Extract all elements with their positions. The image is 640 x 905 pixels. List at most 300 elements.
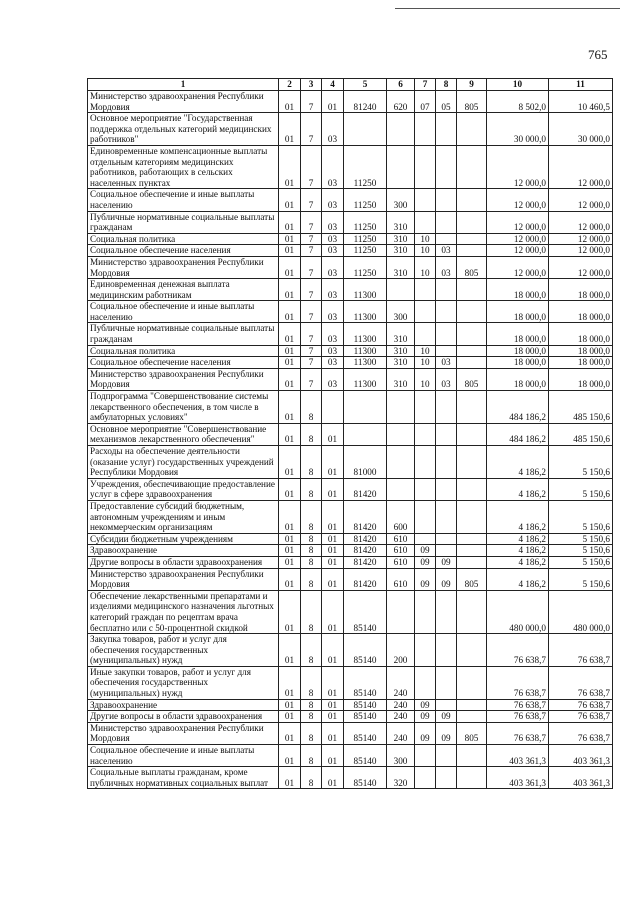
col-4: 01 <box>322 423 344 445</box>
row-name: Публичные нормативные социальные выплаты гражданам <box>88 211 279 233</box>
col-8: 03 <box>436 256 457 278</box>
col-4: 01 <box>322 568 344 590</box>
col-5: 11250 <box>344 145 387 188</box>
col-6: 310 <box>387 357 415 369</box>
col-11-amount: 18 000,0 <box>549 301 613 323</box>
col-7: 10 <box>415 233 436 245</box>
col-5: 85140 <box>344 634 387 667</box>
col-4: 01 <box>322 478 344 500</box>
col-4: 01 <box>322 533 344 545</box>
table-row <box>88 423 613 445</box>
col-9 <box>457 245 487 257</box>
col-6: 310 <box>387 211 415 233</box>
col-7: 09 <box>415 568 436 590</box>
col-3: 7 <box>301 245 322 257</box>
col-8 <box>436 666 457 699</box>
col-2: 01 <box>279 145 301 188</box>
col-4: 03 <box>322 345 344 357</box>
col-7: 09 <box>415 711 436 723</box>
col-4: 03 <box>322 113 344 146</box>
col-11-amount: 403 361,3 <box>549 745 613 767</box>
col-3: 8 <box>301 634 322 667</box>
col-9 <box>457 357 487 369</box>
header-cell: 2 <box>279 79 301 91</box>
col-7 <box>415 323 436 345</box>
col-10-amount: 8 502,0 <box>487 91 549 113</box>
table-row <box>88 113 613 146</box>
col-5: 11250 <box>344 211 387 233</box>
col-3: 7 <box>301 345 322 357</box>
col-8: 09 <box>436 568 457 590</box>
col-4: 01 <box>322 711 344 723</box>
col-2: 01 <box>279 590 301 633</box>
header-cell: 8 <box>436 79 457 91</box>
col-2: 01 <box>279 323 301 345</box>
table-row <box>88 446 613 479</box>
col-10-amount: 18 000,0 <box>487 279 549 301</box>
col-11-amount: 5 150,6 <box>549 545 613 557</box>
row-name: Расходы на обеспечение деятельности (оказание услуг) государственных учреждений Республики Мордовия <box>88 446 279 479</box>
table-row <box>88 233 613 245</box>
header-cell: 10 <box>487 79 549 91</box>
col-6 <box>387 145 415 188</box>
row-name: Предоставление субсидий бюджетным, автономным учреждениям и иным некоммерческим организациям <box>88 500 279 533</box>
col-3: 7 <box>301 323 322 345</box>
col-5: 85140 <box>344 699 387 711</box>
col-10-amount: 12 000,0 <box>487 256 549 278</box>
col-11-amount: 480 000,0 <box>549 590 613 633</box>
col-8 <box>436 189 457 211</box>
col-2: 01 <box>279 256 301 278</box>
col-8: 03 <box>436 357 457 369</box>
row-name: Субсидии бюджетным учреждениям <box>88 533 279 545</box>
col-6 <box>387 590 415 633</box>
header-cell: 1 <box>88 79 279 91</box>
row-name: Социальное обеспечение населения <box>88 357 279 369</box>
col-4: 03 <box>322 256 344 278</box>
col-7: 10 <box>415 357 436 369</box>
table-body <box>88 79 613 789</box>
col-10-amount: 18 000,0 <box>487 368 549 390</box>
col-5: 85140 <box>344 767 387 789</box>
col-9 <box>457 545 487 557</box>
col-6: 610 <box>387 556 415 568</box>
col-6 <box>387 391 415 424</box>
table-row <box>88 568 613 590</box>
col-9 <box>457 699 487 711</box>
col-5: 11250 <box>344 245 387 257</box>
col-11-amount: 76 638,7 <box>549 711 613 723</box>
col-11-amount: 5 150,6 <box>549 478 613 500</box>
col-4: 01 <box>322 545 344 557</box>
col-10-amount: 4 186,2 <box>487 533 549 545</box>
col-8 <box>436 279 457 301</box>
col-9 <box>457 345 487 357</box>
col-11-amount: 5 150,6 <box>549 568 613 590</box>
table-row <box>88 189 613 211</box>
table-row <box>88 279 613 301</box>
row-name: Единовременная денежная выплата медицинским работникам <box>88 279 279 301</box>
col-4: 01 <box>322 699 344 711</box>
col-5: 81420 <box>344 556 387 568</box>
col-6: 310 <box>387 323 415 345</box>
col-5: 85140 <box>344 745 387 767</box>
col-2: 01 <box>279 345 301 357</box>
col-3: 8 <box>301 699 322 711</box>
col-4: 01 <box>322 666 344 699</box>
col-5 <box>344 423 387 445</box>
col-3: 7 <box>301 301 322 323</box>
header-cell: 7 <box>415 79 436 91</box>
col-3: 8 <box>301 423 322 445</box>
col-9 <box>457 711 487 723</box>
col-11-amount: 18 000,0 <box>549 279 613 301</box>
col-7 <box>415 634 436 667</box>
col-3: 8 <box>301 391 322 424</box>
col-8 <box>436 323 457 345</box>
col-3: 7 <box>301 91 322 113</box>
row-name: Социальное обеспечение и иные выплаты населению <box>88 745 279 767</box>
col-7 <box>415 478 436 500</box>
table-row <box>88 301 613 323</box>
col-3: 8 <box>301 568 322 590</box>
col-5: 81420 <box>344 500 387 533</box>
col-7 <box>415 301 436 323</box>
col-11-amount: 76 638,7 <box>549 634 613 667</box>
col-5 <box>344 113 387 146</box>
col-2: 01 <box>279 301 301 323</box>
row-name: Социальная политика <box>88 345 279 357</box>
col-9 <box>457 446 487 479</box>
col-8 <box>436 301 457 323</box>
col-6 <box>387 446 415 479</box>
header-cell: 11 <box>549 79 613 91</box>
col-5: 85140 <box>344 722 387 744</box>
col-6: 600 <box>387 500 415 533</box>
col-6: 310 <box>387 233 415 245</box>
col-10-amount: 4 186,2 <box>487 500 549 533</box>
page-number: 765 <box>588 47 608 62</box>
col-11-amount: 485 150,6 <box>549 391 613 424</box>
col-8: 03 <box>436 245 457 257</box>
col-9 <box>457 556 487 568</box>
col-11-amount: 12 000,0 <box>549 233 613 245</box>
col-6: 240 <box>387 711 415 723</box>
col-10-amount: 484 186,2 <box>487 391 549 424</box>
col-2: 01 <box>279 245 301 257</box>
col-7: 07 <box>415 91 436 113</box>
col-11-amount: 30 000,0 <box>549 113 613 146</box>
col-3: 7 <box>301 145 322 188</box>
col-4: 01 <box>322 446 344 479</box>
col-10-amount: 403 361,3 <box>487 745 549 767</box>
row-name: Другие вопросы в области здравоохранения <box>88 711 279 723</box>
col-7: 09 <box>415 699 436 711</box>
col-5: 85140 <box>344 666 387 699</box>
col-10-amount: 18 000,0 <box>487 301 549 323</box>
col-3: 8 <box>301 500 322 533</box>
col-10-amount: 12 000,0 <box>487 189 549 211</box>
row-name: Социальное обеспечение населения <box>88 245 279 257</box>
col-3: 8 <box>301 556 322 568</box>
row-name: Здравоохранение <box>88 699 279 711</box>
table-row <box>88 323 613 345</box>
col-5: 11300 <box>344 323 387 345</box>
table-row <box>88 357 613 369</box>
col-6: 310 <box>387 256 415 278</box>
col-10-amount: 484 186,2 <box>487 423 549 445</box>
col-5: 85140 <box>344 590 387 633</box>
col-9 <box>457 767 487 789</box>
row-name: Социальное обеспечение и иные выплаты населению <box>88 189 279 211</box>
col-6: 300 <box>387 189 415 211</box>
col-9 <box>457 745 487 767</box>
col-8 <box>436 145 457 188</box>
col-5: 11300 <box>344 301 387 323</box>
col-7: 10 <box>415 345 436 357</box>
col-5: 11250 <box>344 256 387 278</box>
col-3: 8 <box>301 745 322 767</box>
col-7 <box>415 500 436 533</box>
col-8 <box>436 545 457 557</box>
top-rule <box>395 8 620 9</box>
row-name: Социальные выплаты гражданам, кроме публичных нормативных социальных выплат <box>88 767 279 789</box>
row-name: Иные закупки товаров, работ и услуг для обеспечения государственных (муниципальных) нужд <box>88 666 279 699</box>
col-10-amount: 403 361,3 <box>487 767 549 789</box>
row-name: Подпрограмма "Совершенствование системы лекарственного обеспечения, в том числе в амбулаторных условиях" <box>88 391 279 424</box>
col-5: 11250 <box>344 189 387 211</box>
col-2: 01 <box>279 368 301 390</box>
col-11-amount: 403 361,3 <box>549 767 613 789</box>
col-3: 8 <box>301 590 322 633</box>
table-row <box>88 245 613 257</box>
col-6: 200 <box>387 634 415 667</box>
col-4: 01 <box>322 556 344 568</box>
table-row <box>88 478 613 500</box>
col-8 <box>436 699 457 711</box>
col-2: 01 <box>279 91 301 113</box>
col-8 <box>436 745 457 767</box>
col-7 <box>415 211 436 233</box>
col-6: 320 <box>387 767 415 789</box>
col-2: 01 <box>279 545 301 557</box>
col-5: 85140 <box>344 711 387 723</box>
col-4: 03 <box>322 323 344 345</box>
table-row <box>88 767 613 789</box>
col-4: 03 <box>322 279 344 301</box>
col-9 <box>457 590 487 633</box>
col-10-amount: 76 638,7 <box>487 666 549 699</box>
table-row <box>88 699 613 711</box>
row-name: Министерство здравоохранения Республики Мордовия <box>88 722 279 744</box>
col-8: 09 <box>436 556 457 568</box>
col-6: 240 <box>387 699 415 711</box>
header-cell: 6 <box>387 79 415 91</box>
col-3: 7 <box>301 368 322 390</box>
header-cell: 9 <box>457 79 487 91</box>
col-5: 81240 <box>344 91 387 113</box>
row-name: Основное мероприятие "Совершенствование механизмов лекарственного обеспечения" <box>88 423 279 445</box>
table-row <box>88 145 613 188</box>
col-2: 01 <box>279 556 301 568</box>
col-4: 01 <box>322 634 344 667</box>
table-row <box>88 722 613 744</box>
col-9: 805 <box>457 368 487 390</box>
col-10-amount: 4 186,2 <box>487 568 549 590</box>
col-6: 240 <box>387 666 415 699</box>
col-11-amount: 5 150,6 <box>549 533 613 545</box>
col-2: 01 <box>279 745 301 767</box>
col-8: 09 <box>436 722 457 744</box>
col-3: 8 <box>301 722 322 744</box>
row-name: Обеспечение лекарственными препаратами и изделиями медицинского назначения льготных категорий граждан по рецептам врача бесплатно или с 50-процентной скидкой <box>88 590 279 633</box>
col-10-amount: 18 000,0 <box>487 357 549 369</box>
col-8 <box>436 345 457 357</box>
col-4: 01 <box>322 767 344 789</box>
header-cell: 3 <box>301 79 322 91</box>
col-9 <box>457 533 487 545</box>
col-9 <box>457 233 487 245</box>
col-10-amount: 12 000,0 <box>487 145 549 188</box>
col-10-amount: 4 186,2 <box>487 446 549 479</box>
col-6: 240 <box>387 722 415 744</box>
col-9: 805 <box>457 568 487 590</box>
col-3: 7 <box>301 233 322 245</box>
col-9 <box>457 301 487 323</box>
col-3: 8 <box>301 446 322 479</box>
row-name: Закупка товаров, работ и услуг для обеспечения государственных (муниципальных) нужд <box>88 634 279 667</box>
col-11-amount: 18 000,0 <box>549 357 613 369</box>
col-8 <box>436 113 457 146</box>
table-row <box>88 91 613 113</box>
col-11-amount: 5 150,6 <box>549 500 613 533</box>
col-4: 03 <box>322 368 344 390</box>
col-9 <box>457 145 487 188</box>
col-3: 8 <box>301 711 322 723</box>
col-3: 8 <box>301 533 322 545</box>
col-6: 310 <box>387 245 415 257</box>
col-4: 03 <box>322 301 344 323</box>
col-4: 03 <box>322 233 344 245</box>
table-row <box>88 345 613 357</box>
table-row <box>88 500 613 533</box>
col-4: 03 <box>322 245 344 257</box>
col-11-amount: 12 000,0 <box>549 211 613 233</box>
col-3: 7 <box>301 189 322 211</box>
col-7 <box>415 533 436 545</box>
col-2: 01 <box>279 357 301 369</box>
table-header-row <box>88 79 613 91</box>
col-2: 01 <box>279 699 301 711</box>
col-11-amount: 485 150,6 <box>549 423 613 445</box>
col-6: 310 <box>387 345 415 357</box>
row-name: Единовременные компенсационные выплаты отдельным категориям медицинских работников, работающих в сельских населенных пунктах <box>88 145 279 188</box>
col-11-amount: 12 000,0 <box>549 189 613 211</box>
col-11-amount: 18 000,0 <box>549 368 613 390</box>
col-9: 805 <box>457 722 487 744</box>
col-5: 11300 <box>344 357 387 369</box>
col-5: 11300 <box>344 368 387 390</box>
col-11-amount: 76 638,7 <box>549 699 613 711</box>
col-9 <box>457 211 487 233</box>
col-7 <box>415 767 436 789</box>
col-10-amount: 76 638,7 <box>487 722 549 744</box>
col-9 <box>457 478 487 500</box>
col-5: 81420 <box>344 545 387 557</box>
col-10-amount: 4 186,2 <box>487 545 549 557</box>
row-name: Здравоохранение <box>88 545 279 557</box>
col-11-amount: 18 000,0 <box>549 323 613 345</box>
col-2: 01 <box>279 767 301 789</box>
col-8 <box>436 211 457 233</box>
col-11-amount: 5 150,6 <box>549 446 613 479</box>
col-7: 09 <box>415 722 436 744</box>
col-4: 01 <box>322 722 344 744</box>
col-10-amount: 76 638,7 <box>487 699 549 711</box>
col-6: 310 <box>387 368 415 390</box>
table-row <box>88 711 613 723</box>
col-8: 05 <box>436 91 457 113</box>
col-5: 81420 <box>344 478 387 500</box>
col-2: 01 <box>279 113 301 146</box>
col-4: 03 <box>322 145 344 188</box>
col-9 <box>457 423 487 445</box>
col-5: 81420 <box>344 568 387 590</box>
col-4: 01 <box>322 590 344 633</box>
budget-table <box>87 78 613 789</box>
row-name: Министерство здравоохранения Республики Мордовия <box>88 256 279 278</box>
row-name: Учреждения, обеспечивающие предоставление услуг в сфере здравоохранения <box>88 478 279 500</box>
table-row <box>88 745 613 767</box>
row-name: Другие вопросы в области здравоохранения <box>88 556 279 568</box>
col-4: 03 <box>322 357 344 369</box>
row-name: Министерство здравоохранения Республики Мордовия <box>88 368 279 390</box>
col-11-amount: 76 638,7 <box>549 666 613 699</box>
table-row <box>88 256 613 278</box>
col-11-amount: 12 000,0 <box>549 245 613 257</box>
col-3: 8 <box>301 666 322 699</box>
col-6 <box>387 423 415 445</box>
table-row <box>88 634 613 667</box>
col-6: 610 <box>387 545 415 557</box>
col-6 <box>387 113 415 146</box>
col-10-amount: 76 638,7 <box>487 634 549 667</box>
col-9: 805 <box>457 256 487 278</box>
col-8 <box>436 500 457 533</box>
col-11-amount: 76 638,7 <box>549 722 613 744</box>
col-11-amount: 12 000,0 <box>549 145 613 188</box>
col-7 <box>415 145 436 188</box>
col-4: 01 <box>322 745 344 767</box>
table-row <box>88 368 613 390</box>
header-cell: 5 <box>344 79 387 91</box>
col-2: 01 <box>279 634 301 667</box>
col-2: 01 <box>279 391 301 424</box>
table-row <box>88 391 613 424</box>
col-8 <box>436 634 457 667</box>
col-11-amount: 12 000,0 <box>549 256 613 278</box>
col-2: 01 <box>279 533 301 545</box>
col-8 <box>436 446 457 479</box>
col-7 <box>415 279 436 301</box>
col-9 <box>457 279 487 301</box>
col-2: 01 <box>279 189 301 211</box>
col-5: 81420 <box>344 533 387 545</box>
col-8 <box>436 533 457 545</box>
col-2: 01 <box>279 500 301 533</box>
col-8 <box>436 590 457 633</box>
table-row <box>88 533 613 545</box>
